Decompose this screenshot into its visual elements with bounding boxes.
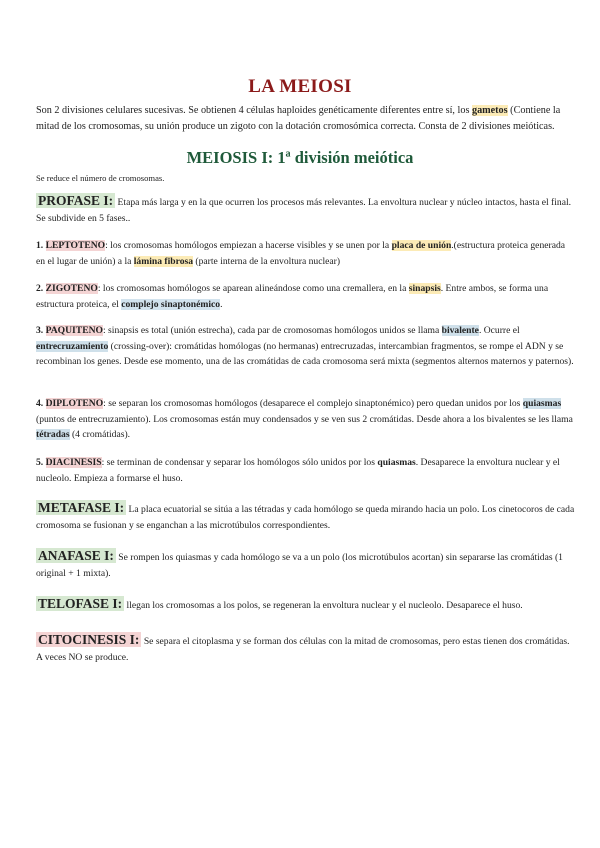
keyword-sinapsis: sinapsis [408, 283, 441, 294]
keyword-bivalente: bivalente [441, 325, 479, 336]
leptoteno-paragraph [36, 238, 576, 269]
intro-text-pre: Son 2 divisiones celulares sucesivas. Se obtienen 4 células haploides genéticamente diferentes entre sí, los [36, 105, 472, 116]
paquiteno-text-3: (crossing-over): cromátidas homólogas (no hermanas) entrecruzadas, intercambian fragmentos, se rompe el ADN y se recombinan los genes. Desde ese momento, una de las cromátidas de cada cromosoma será mixta (segmentos alternos maternos y paternos). [36, 340, 574, 367]
metafase-text: La placa ecuatorial se sitúa a las tétradas y cada homólogo se queda mirando hacia un polo. Los cinetocoros de cada cromosoma se fusionan y se enganchan a las microtúbulos correspondientes. [36, 504, 575, 531]
diploteno-heading: DIPLOTENO [45, 398, 104, 409]
anafase-text: Se rompen los quiasmas y cada homólogo se va a un polo (los microtúbulos acortan) sin separarse las cromátidas (1 original + 1 mixta). [36, 552, 563, 579]
citocinesis-paragraph [36, 632, 576, 665]
zigoteno-paragraph [36, 281, 576, 312]
telofase-heading: TELOFASE I: [38, 596, 123, 611]
diploteno-text-2: (puntos de entrecruzamiento). Los cromosomas están muy condensados y se ven sus 2 cromátidas. Desde ahora a los bivalentes se les llama [36, 413, 573, 425]
keyword-entrecruzamiento: entrecruzamiento [36, 340, 109, 352]
diploteno-text-1: : se separan los cromosomas homólogos (desaparece el complejo sinaptonémico) pero quedan unidos por los [103, 398, 523, 409]
metafase-paragraph [36, 500, 576, 533]
anafase-heading: ANAFASE I: [38, 548, 114, 563]
keyword-tetradas: tétradas [36, 429, 70, 440]
paquiteno-text-1: : sinapsis es total (unión estrecha), cada par de cromosomas homólogos unidos se llama [102, 325, 442, 336]
leptoteno-number: 1. [36, 240, 46, 251]
zigoteno-text-1: : los cromosomas homólogos se aparean alineándose como una cremallera, en la [97, 283, 409, 294]
leptoteno-text-1: : los cromosomas homólogos empiezan a hacerse visibles y se unen por la [105, 240, 392, 251]
diploteno-text-3: (4 cromátidas). [69, 429, 131, 440]
zigoteno-text-2: . Entre ambos, se forma una estructura proteica, el [36, 283, 549, 310]
anafase-paragraph [36, 548, 576, 581]
profase-heading: PROFASE I: [38, 193, 114, 208]
keyword-placa-de-union: placa de unión [391, 240, 452, 251]
keyword-quiasmas-2: quiasmas [377, 457, 416, 468]
diploteno-number: 4. [36, 398, 46, 409]
paquiteno-number: 3. [36, 325, 46, 336]
telofase-paragraph [36, 596, 576, 614]
diacinesis-paragraph [36, 455, 576, 486]
telofase-text: llegan los cromosomas a los polos, se regeneran la envoltura nuclear y el nucleolo. Desaparece el huso. [124, 600, 523, 611]
diacinesis-text-2: . Desaparece la envoltura nuclear y el nucleolo. Empieza a formarse el huso. [36, 457, 560, 484]
diacinesis-text-1: : se terminan de condensar y separar los homólogos sólo unidos por los [101, 457, 378, 468]
keyword-quiasmas: quiasmas [522, 398, 562, 409]
diploteno-paragraph [36, 396, 576, 443]
zigoteno-heading: ZIGOTENO [45, 283, 98, 294]
keyword-complejo-sinaptonemico: complejo sinaptonémico [121, 298, 221, 310]
leptoteno-text-2: .(estructura proteica generada en el lugar de unión) a la [36, 240, 566, 267]
page-title: LA MEIOSI [248, 76, 352, 97]
citocinesis-heading: CITOCINESIS I: [38, 632, 140, 647]
keyword-gametos: gametos [471, 105, 508, 116]
diacinesis-number: 5. [36, 457, 46, 468]
zigoteno-text-3: . [220, 298, 223, 310]
section-title-meiosis-1: MEIOSIS I: 1ª división meiótica [186, 148, 414, 167]
zigoteno-number: 2. [36, 283, 46, 294]
paquiteno-heading: PAQUITENO [45, 325, 103, 336]
leptoteno-text-3: (parte interna de la envoltura nuclear) [193, 255, 341, 267]
leptoteno-heading: LEPTOTENO [45, 240, 106, 251]
keyword-lamina-fibrosa: lámina fibrosa [133, 255, 194, 267]
intro-text-post: (Contiene la mitad de los cromosomas, su unión produce un zigoto con la dotación cromosómica correcta. Consta de 2 divisiones meióticas. [36, 105, 561, 132]
paquiteno-text-2: . Ocurre el [478, 325, 520, 336]
section-note: Se reduce el número de cromosomas. [36, 173, 165, 183]
diacinesis-heading: DIACINESIS [45, 457, 102, 468]
citocinesis-text: Se separa el citoplasma y se forman dos células con la mitad de cromosomas, pero estas tienen dos cromátidas. A veces NO se produce. [36, 636, 570, 663]
metafase-heading: METAFASE I: [38, 500, 125, 515]
profase-paragraph [36, 193, 576, 226]
intro-paragraph [36, 103, 576, 135]
profase-text: Etapa más larga y en la que ocurren los procesos más relevantes. La envoltura nuclear y núcleo intactos, hasta el final. Se subdivide en 5 fases.. [36, 197, 572, 224]
paquiteno-paragraph [36, 323, 576, 370]
